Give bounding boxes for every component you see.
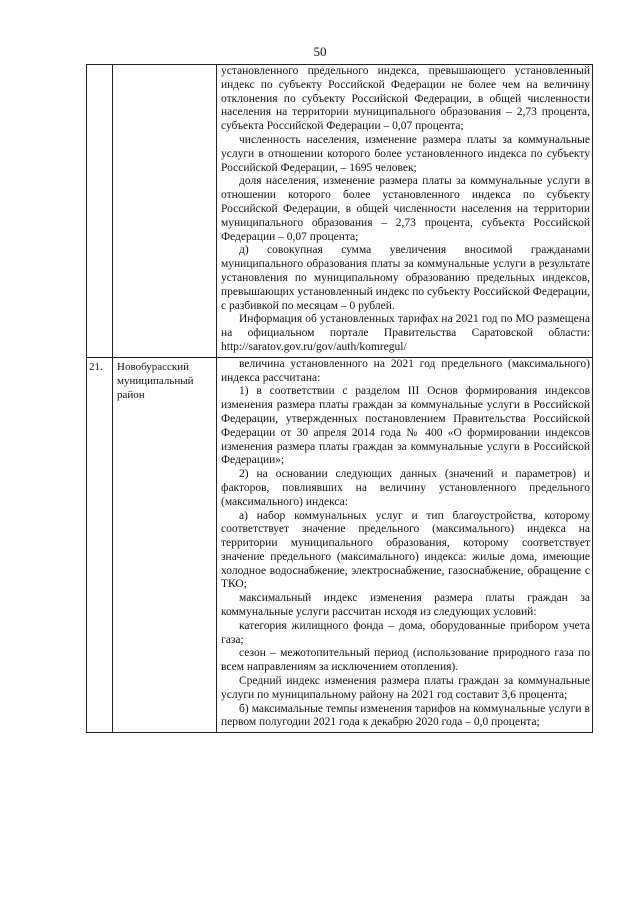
page-number: 50	[313, 44, 327, 59]
description-paragraph: сезон – межотопительный период (использование природного газа по всем направлениям за исключением отопления).	[221, 647, 590, 674]
description-paragraph: численность населения, изменение размера платы за коммунальные услуги в отношении которого более установленного индекса по субъекту Российской Федерации, – 1695 человек;	[221, 133, 590, 174]
description-paragraph: категория жилищного фонда – дома, оборудованные прибором учета газа;	[221, 619, 590, 646]
description-cell	[217, 357, 593, 733]
description-paragraph: д) совокупная сумма увеличения вносимой гражданами муниципального образования платы за коммунальные услуги в результате установления по муниципальному образованию предельных индексов, превышающих установленный индекс по субъекту Российской Федерации, с разбивкой по месяцам – 0 рублей.	[221, 244, 590, 312]
table-body	[87, 65, 593, 733]
table-row	[87, 65, 593, 358]
table-row	[87, 357, 593, 733]
description-paragraph: 1) в соответствии с разделом III Основ формирования индексов изменения размера платы граждан за коммунальные услуги в Российской Федерации, утвержденных постановлением Правительства Российской Федерации от 30 апреля 2014 года № 400 «О формировании индексов изменения размера платы граждан за коммунальные услуги в Российской Федерации»;	[221, 385, 590, 467]
description-paragraph: установленного предельного индекса, превышающего установленный индекс по субъекту Российской Федерации не более чем на величину отклонения по субъекту Российской Федерации, в общей численности населения на территории муниципального образования – 2,73 процента, субъекта Российской Федерации – 0,07 процента;	[221, 65, 590, 133]
description-paragraph: а) набор коммунальных услуг и тип благоустройства, которому соответствует значение предельного (максимального) индекса на территории муниципального образования, которому соответствует значение предельного (максимального) индекса: жилые дома, имеющие холодное водоснабжение, электроснабжение, газоснабжение, обращение с ТКО;	[221, 509, 590, 591]
description-paragraph: максимальный индекс изменения размера платы граждан за коммунальные услуги рассчитан исходя из следующих условий:	[221, 592, 590, 619]
municipal-index-table	[86, 64, 593, 733]
row-number-cell: 21.	[87, 357, 113, 733]
row-number-cell	[87, 65, 113, 358]
description-paragraph: б) максимальные темпы изменения тарифов на коммунальные услуги в первом полугодии 2021 года к декабрю 2020 года – 0,0 процента;	[221, 702, 590, 729]
municipality-name-cell: Новобурасский муниципальный район	[113, 357, 217, 733]
municipality-name-cell	[113, 65, 217, 358]
description-paragraph: 2) на основании следующих данных (значений и параметров) и факторов, повлиявших на величину установленного предельного (максимального) индекса:	[221, 468, 590, 508]
description-paragraph: величина установленного на 2021 год предельного (максимального) индекса рассчитана:	[221, 357, 590, 384]
description-paragraph: доля населения, изменение размера платы за коммунальные услуги в отношении которого более установленного индекса по субъекту Российской Федерации, в общей численности населения на территории муниципального образования – 2,73 процента, субъекта Российской Федерации – 0,07 процента;	[221, 175, 590, 243]
description-cell	[217, 65, 593, 358]
description-paragraph: Средний индекс изменения размера платы граждан за коммунальные услуги по муниципальному району на 2021 год составит 3,6 процента;	[221, 675, 590, 701]
description-paragraph: Информация об установленных тарифах на 2021 год по МО размещена на официальном портале Правительства Саратовской области: http://saratov.gov.ru/gov/auth/komregul/	[221, 313, 590, 353]
